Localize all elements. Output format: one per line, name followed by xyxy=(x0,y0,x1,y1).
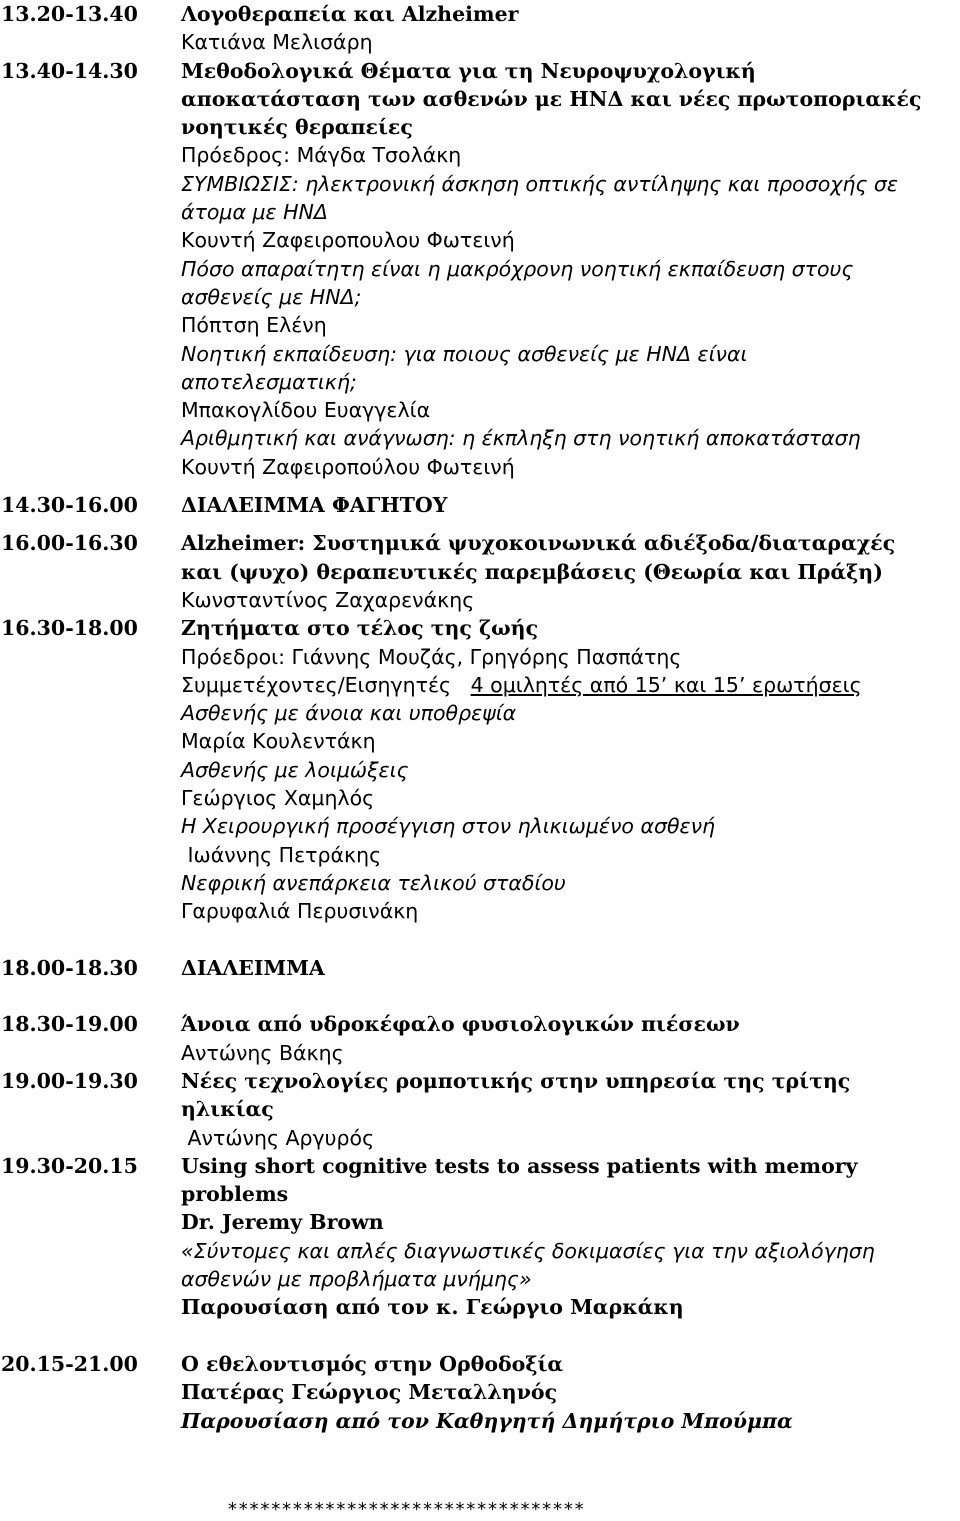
session-time: 14.30-16.00 xyxy=(1,493,138,518)
session-line xyxy=(0,1039,960,1067)
session-row xyxy=(0,1350,960,1378)
session-line xyxy=(0,226,960,254)
session-title: Alzheimer: Συστημικά ψυχοκοινωνικά αδιέξοδα/διαταραχές xyxy=(181,531,896,556)
presenter-line: Παρουσίαση από τον κ. Γεώργιο Μαρκάκη xyxy=(181,1295,684,1320)
session-row xyxy=(0,1010,960,1038)
session-row xyxy=(0,529,960,557)
talk-title: Ασθενής με λοιμώξεις xyxy=(181,757,409,782)
session-line xyxy=(0,424,960,452)
session-line xyxy=(0,1095,960,1123)
speaker-name: Κατιάνα Μελισάρη xyxy=(181,30,373,55)
session-line xyxy=(0,311,960,339)
session-time: 18.00-18.30 xyxy=(1,955,138,980)
speaker-name: Μαρία Κουλεντάκη xyxy=(181,729,376,754)
speaker-name: Κωνσταντίνος Ζαχαρενάκης xyxy=(181,587,475,612)
session-row xyxy=(0,1067,960,1095)
speaker-name: Κουντή Ζαφειροπούλου Φωτεινή xyxy=(181,454,515,479)
session-line xyxy=(0,1124,960,1152)
talk-title: Πόσο απαραίτητη είναι η μακρόχρονη νοητική εκπαίδευση στους xyxy=(181,256,854,281)
session-title: και (ψυχο) θεραπευτικές παρεμβάσεις (Θεωρία και Πράξη) xyxy=(181,559,883,584)
speaker-name: Μπακογλίδου Ευαγγελία xyxy=(181,398,431,423)
session-row xyxy=(0,614,960,642)
session-time: 18.30-19.00 xyxy=(1,1012,138,1037)
speaker-name: Αντώνης Αργυρός xyxy=(181,1125,375,1150)
session-title: νοητικές θεραπείες xyxy=(181,115,413,140)
footer-separator: ********************************* xyxy=(227,1499,585,1520)
session-time: 20.15-21.00 xyxy=(1,1351,138,1376)
session-line xyxy=(0,558,960,586)
break-title: ΔΙΑΛΕΙΜΜΑ ΦΑΓΗΤΟΥ xyxy=(181,493,448,518)
session-line xyxy=(0,671,960,699)
session-time: 13.40-14.30 xyxy=(1,58,138,83)
session-line xyxy=(0,1407,960,1435)
session-line xyxy=(0,28,960,56)
session-title: ηλικίας xyxy=(181,1097,274,1122)
talk-title: ΣΥΜΒΙΩΣΙΣ: ηλεκτρονική άσκηση οπτικής αντίληψης και προσοχής σε xyxy=(181,171,898,196)
session-line xyxy=(0,1265,960,1293)
session-line xyxy=(0,897,960,925)
session-line xyxy=(0,699,960,727)
speaker-name: Πόπτση Ελένη xyxy=(181,313,327,338)
talk-title: αποτελεσματική; xyxy=(181,369,357,394)
session-title: Using short cognitive tests to assess patients with memory xyxy=(181,1153,858,1178)
session-row xyxy=(0,1152,960,1180)
participants-label: Συμμετέχοντες/Εισηγητές xyxy=(181,672,452,697)
speaker-name: Πατέρας Γεώργιος Μεταλληνός xyxy=(181,1380,558,1405)
talk-title: Η Χειρουργική προσέγγιση στον ηλικιωμένο ασθενή xyxy=(181,814,716,839)
session-line xyxy=(0,1378,960,1406)
chair-line: Πρόεδρος: Μάγδα Τσολάκη xyxy=(181,143,462,168)
participants-format: 4 ομιλητές από 15’ και 15’ ερωτήσεις xyxy=(470,672,862,697)
chair-line: Πρόεδροι: Γιάννης Μουζάς, Γρηγόρης Πασπάτης xyxy=(181,644,682,669)
session-line xyxy=(0,396,960,424)
talk-title: Νοητική εκπαίδευση: για ποιους ασθενείς με ΗΝΔ είναι xyxy=(181,341,748,366)
session-time: 13.20-13.40 xyxy=(1,2,138,26)
session-row xyxy=(0,954,960,982)
session-line xyxy=(0,141,960,169)
session-title: Ζητήματα στο τέλος της ζωής xyxy=(181,616,539,641)
session-line xyxy=(0,283,960,311)
session-title: Νέες τεχνολογίες ρομποτικής στην υπηρεσία της τρίτης xyxy=(181,1068,851,1093)
session-line xyxy=(0,453,960,481)
session-row xyxy=(0,57,960,85)
session-time: 16.30-18.00 xyxy=(1,616,138,641)
session-title: αποκατάσταση των ασθενών με ΗΝΔ και νέες πρωτοποριακές xyxy=(181,86,922,111)
session-line xyxy=(0,643,960,671)
session-line xyxy=(0,869,960,897)
speaker-name: Κουντή Ζαφειροπουλου Φωτεινή xyxy=(181,228,515,253)
session-time: 19.00-19.30 xyxy=(1,1068,138,1093)
session-line xyxy=(0,1237,960,1265)
talk-title: «Σύντομες και απλές διαγνωστικές δοκιμασίες για την αξιολόγηση xyxy=(181,1238,875,1263)
session-line xyxy=(0,812,960,840)
session-row xyxy=(0,491,960,519)
talk-title: ασθενών με προβλήματα μνήμης» xyxy=(181,1267,532,1292)
presenter-line: Παρουσίαση από τον Καθηγητή Δημήτριο Μπούμπα xyxy=(181,1408,793,1433)
session-line xyxy=(0,340,960,368)
session-time: 16.00-16.30 xyxy=(1,531,138,556)
session-line xyxy=(0,841,960,869)
session-line xyxy=(0,198,960,226)
session-line xyxy=(0,1180,960,1208)
session-row xyxy=(0,0,960,28)
session-title: Ο εθελοντισμός στην Ορθοδοξία xyxy=(181,1351,564,1376)
speaker-name: Αντώνης Βάκης xyxy=(181,1040,344,1065)
session-line xyxy=(0,1293,960,1321)
session-title: Άνοια από υδροκέφαλο φυσιολογικών πιέσεων xyxy=(181,1012,740,1037)
break-title: ΔΙΑΛΕΙΜΜΑ xyxy=(181,955,325,980)
session-title: Μεθοδολογικά Θέματα για τη Νευροψυχολογική xyxy=(181,58,756,83)
session-line xyxy=(0,586,960,614)
session-line xyxy=(0,85,960,113)
session-line xyxy=(0,756,960,784)
speaker-name: Γεώργιος Χαμηλός xyxy=(181,786,375,811)
speaker-name: Γαρυφαλιά Περυσινάκη xyxy=(181,899,419,924)
talk-title: Νεφρική ανεπάρκεια τελικού σταδίου xyxy=(181,870,566,895)
session-title: Λογοθεραπεία και Alzheimer xyxy=(181,2,519,26)
session-line xyxy=(0,727,960,755)
session-line xyxy=(0,784,960,812)
talk-title: άτομα με ΗΝΔ xyxy=(181,200,328,225)
session-title: problems xyxy=(181,1182,289,1207)
talk-title: Αριθμητική και ανάγνωση: η έκπληξη στη νοητική αποκατάσταση xyxy=(181,426,861,451)
session-line xyxy=(0,255,960,283)
session-line xyxy=(0,170,960,198)
participants-line xyxy=(181,671,862,699)
session-line xyxy=(0,1208,960,1236)
speaker-name: Ιωάννης Πετράκης xyxy=(181,842,382,867)
talk-title: Ασθενής με άνοια και υποθρεψία xyxy=(181,701,517,726)
speaker-name: Dr. Jeremy Brown xyxy=(181,1210,384,1235)
session-line xyxy=(0,113,960,141)
session-time: 19.30-20.15 xyxy=(1,1153,138,1178)
session-line xyxy=(0,368,960,396)
talk-title: ασθενείς με ΗΝΔ; xyxy=(181,284,362,309)
